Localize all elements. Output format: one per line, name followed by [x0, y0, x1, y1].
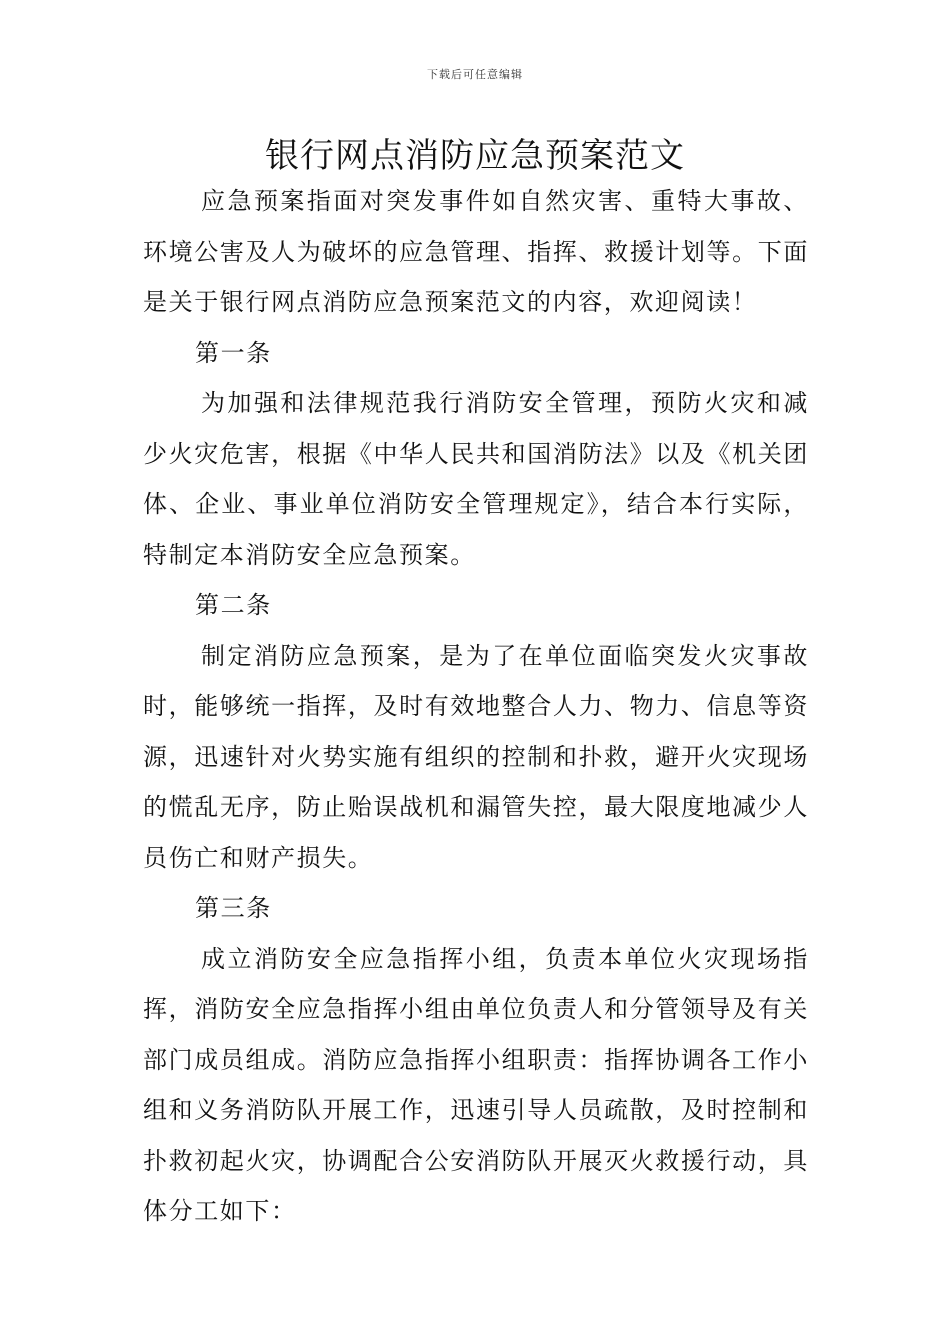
article-heading-3: 第三条	[195, 894, 272, 922]
header-note: 下载后可任意编辑	[427, 68, 523, 81]
article-heading-2: 第二条	[195, 591, 272, 619]
article-paragraph-3: 成立消防安全应急指挥小组，负责本单位火灾现场指挥，消防安全应急指挥小组由单位负责人和分管领导及有关部门成员组成。消防应急指挥小组职责：指挥协调各工作小组和义务消防队开展工作，迅速引导人员疏散，及时控制和扑救初起火灾，协调配合公安消防队开展灭火救援行动，具体分工如下：	[143, 944, 809, 1225]
intro-paragraph: 应急预案指面对突发事件如自然灾害、重特大事故、环境公害及人为破坏的应急管理、指挥、救援计划等。下面是关于银行网点消防应急预案范文的内容，欢迎阅读！	[143, 187, 809, 316]
article-heading-1: 第一条	[195, 338, 272, 367]
article-paragraph-2: 制定消防应急预案，是为了在单位面临突发火灾事故时，能够统一指挥，及时有效地整合人力、物力、信息等资源，迅速针对火势实施有组织的控制和扑救，避开火灾现场的慌乱无序，防止贻误战机和漏管失控，最大限度地减少人员伤亡和财产损失。	[143, 641, 809, 872]
document-title: 银行网点消防应急预案范文	[265, 136, 685, 176]
article-paragraph-1: 为加强和法律规范我行消防安全管理，预防火灾和减少火灾危害，根据《中华人民共和国消防法》以及《机关团体、企业、事业单位消防安全管理规定》，结合本行实际，特制定本消防安全应急预案。	[143, 389, 809, 569]
document-body	[143, 176, 809, 1237]
